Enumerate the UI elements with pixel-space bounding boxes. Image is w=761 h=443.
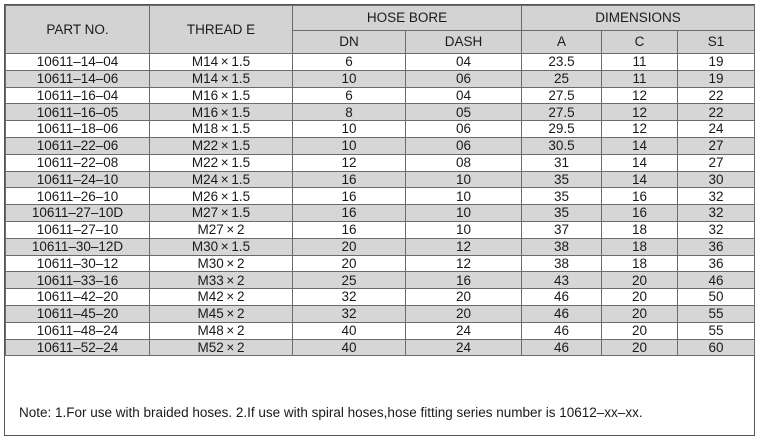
cell-dim-a: 35	[522, 205, 602, 222]
cell-dim-c: 12	[602, 104, 678, 121]
cell-dn: 20	[293, 255, 406, 272]
cell-part-no: 10611–33–16	[6, 272, 150, 289]
table-row	[6, 238, 755, 255]
cell-dn: 16	[293, 221, 406, 238]
cell-dim-s1: 55	[678, 322, 755, 339]
cell-dim-a: 46	[522, 322, 602, 339]
cell-part-no: 10611–30–12	[6, 255, 150, 272]
cell-dim-s1: 32	[678, 221, 755, 238]
cell-dash: 04	[406, 87, 522, 104]
cell-part-no: 10611–16–05	[6, 104, 150, 121]
cell-dim-a: 35	[522, 171, 602, 188]
cell-dash: 10	[406, 188, 522, 205]
cell-dash: 10	[406, 205, 522, 222]
cell-dim-a: 46	[522, 305, 602, 322]
cell-dash: 12	[406, 238, 522, 255]
cell-dash: 12	[406, 255, 522, 272]
cell-part-no: 10611–30–12D	[6, 238, 150, 255]
cell-thread: M33 × 2	[150, 272, 293, 289]
table-row	[6, 289, 755, 306]
cell-dim-a: 30.5	[522, 137, 602, 154]
cell-dim-c: 14	[602, 154, 678, 171]
cell-part-no: 10611–24–10	[6, 171, 150, 188]
cell-dim-s1: 36	[678, 238, 755, 255]
table-row	[6, 221, 755, 238]
cell-dim-a: 23.5	[522, 54, 602, 71]
header-s1: S1	[678, 31, 755, 54]
header-dn: DN	[293, 31, 406, 54]
header-thread: THREAD E	[150, 6, 293, 54]
cell-thread: M16 × 1.5	[150, 87, 293, 104]
table-row	[6, 104, 755, 121]
table-body	[6, 54, 755, 356]
cell-dash: 20	[406, 289, 522, 306]
cell-dn: 25	[293, 272, 406, 289]
cell-thread: M48 × 2	[150, 322, 293, 339]
cell-dim-s1: 55	[678, 305, 755, 322]
header-hose-bore: HOSE BORE	[293, 6, 522, 31]
cell-dim-s1: 32	[678, 205, 755, 222]
cell-dn: 8	[293, 104, 406, 121]
cell-dim-c: 20	[602, 305, 678, 322]
cell-thread: M42 × 2	[150, 289, 293, 306]
cell-dash: 06	[406, 121, 522, 138]
cell-dim-c: 18	[602, 255, 678, 272]
cell-dash: 08	[406, 154, 522, 171]
table-row	[6, 154, 755, 171]
table-row	[6, 255, 755, 272]
cell-dim-a: 43	[522, 272, 602, 289]
cell-dn: 32	[293, 289, 406, 306]
cell-dim-s1: 27	[678, 137, 755, 154]
cell-dim-a: 25	[522, 70, 602, 87]
cell-dim-a: 27.5	[522, 104, 602, 121]
table-row	[6, 171, 755, 188]
cell-dim-a: 38	[522, 255, 602, 272]
header-c: C	[602, 31, 678, 54]
header-dimensions: DIMENSIONS	[522, 6, 755, 31]
cell-thread: M45 × 2	[150, 305, 293, 322]
table-row	[6, 188, 755, 205]
cell-dn: 10	[293, 70, 406, 87]
header-dash: DASH	[406, 31, 522, 54]
cell-dim-c: 12	[602, 87, 678, 104]
cell-thread: M30 × 2	[150, 255, 293, 272]
cell-dim-s1: 60	[678, 339, 755, 356]
cell-part-no: 10611–16–04	[6, 87, 150, 104]
header-a: A	[522, 31, 602, 54]
cell-dim-c: 20	[602, 322, 678, 339]
cell-dash: 06	[406, 137, 522, 154]
cell-dim-c: 14	[602, 171, 678, 188]
cell-dim-s1: 50	[678, 289, 755, 306]
cell-dim-c: 20	[602, 339, 678, 356]
cell-dim-c: 14	[602, 137, 678, 154]
table-row	[6, 121, 755, 138]
cell-dim-s1: 22	[678, 104, 755, 121]
table-row	[6, 339, 755, 356]
table-row	[6, 272, 755, 289]
cell-dash: 24	[406, 322, 522, 339]
table-row	[6, 205, 755, 222]
cell-dim-c: 11	[602, 70, 678, 87]
header-part-no: PART NO.	[6, 6, 150, 54]
cell-dash: 10	[406, 171, 522, 188]
cell-dim-a: 38	[522, 238, 602, 255]
cell-dim-c: 11	[602, 54, 678, 71]
spec-sheet	[4, 4, 755, 436]
cell-dn: 10	[293, 137, 406, 154]
fitting-spec-table	[5, 5, 755, 356]
cell-part-no: 10611–45–20	[6, 305, 150, 322]
cell-dash: 20	[406, 305, 522, 322]
cell-dash: 24	[406, 339, 522, 356]
table-row	[6, 87, 755, 104]
cell-dim-s1: 32	[678, 188, 755, 205]
cell-dn: 32	[293, 305, 406, 322]
cell-thread: M26 × 1.5	[150, 188, 293, 205]
cell-dn: 40	[293, 339, 406, 356]
cell-part-no: 10611–48–24	[6, 322, 150, 339]
cell-dash: 10	[406, 221, 522, 238]
cell-thread: M14 × 1.5	[150, 70, 293, 87]
cell-dim-c: 18	[602, 221, 678, 238]
cell-dash: 04	[406, 54, 522, 71]
cell-dn: 16	[293, 188, 406, 205]
cell-dim-a: 46	[522, 289, 602, 306]
cell-thread: M30 × 1.5	[150, 238, 293, 255]
cell-dim-c: 16	[602, 188, 678, 205]
cell-dim-a: 46	[522, 339, 602, 356]
cell-thread: M24 × 1.5	[150, 171, 293, 188]
cell-part-no: 10611–52–24	[6, 339, 150, 356]
cell-dn: 16	[293, 171, 406, 188]
cell-dim-c: 16	[602, 205, 678, 222]
cell-part-no: 10611–27–10	[6, 221, 150, 238]
cell-dim-s1: 30	[678, 171, 755, 188]
cell-dn: 40	[293, 322, 406, 339]
cell-part-no: 10611–42–20	[6, 289, 150, 306]
cell-thread: M14 × 1.5	[150, 54, 293, 71]
cell-dn: 10	[293, 121, 406, 138]
cell-part-no: 10611–27–10D	[6, 205, 150, 222]
table-row	[6, 322, 755, 339]
cell-dim-s1: 22	[678, 87, 755, 104]
cell-thread: M18 × 1.5	[150, 121, 293, 138]
cell-dn: 16	[293, 205, 406, 222]
cell-dn: 6	[293, 54, 406, 71]
cell-dash: 05	[406, 104, 522, 121]
cell-thread: M52 × 2	[150, 339, 293, 356]
cell-thread: M27 × 2	[150, 221, 293, 238]
cell-thread: M22 × 1.5	[150, 154, 293, 171]
table-row	[6, 70, 755, 87]
cell-dim-s1: 19	[678, 70, 755, 87]
cell-dim-s1: 24	[678, 121, 755, 138]
cell-dash: 06	[406, 70, 522, 87]
cell-dim-s1: 19	[678, 54, 755, 71]
footnote: Note: 1.For use with braided hoses. 2.If use with spiral hoses,hose fitting series number is 10612–xx–xx.	[19, 405, 643, 420]
cell-dn: 6	[293, 87, 406, 104]
cell-dash: 16	[406, 272, 522, 289]
cell-part-no: 10611–14–04	[6, 54, 150, 71]
cell-part-no: 10611–22–06	[6, 137, 150, 154]
table-row	[6, 305, 755, 322]
cell-dim-s1: 27	[678, 154, 755, 171]
cell-dim-c: 12	[602, 121, 678, 138]
cell-part-no: 10611–22–08	[6, 154, 150, 171]
cell-thread: M16 × 1.5	[150, 104, 293, 121]
table-row	[6, 54, 755, 71]
cell-part-no: 10611–26–10	[6, 188, 150, 205]
cell-part-no: 10611–14–06	[6, 70, 150, 87]
cell-dim-a: 35	[522, 188, 602, 205]
table-row	[6, 137, 755, 154]
cell-dim-c: 18	[602, 238, 678, 255]
cell-dim-a: 37	[522, 221, 602, 238]
cell-thread: M27 × 1.5	[150, 205, 293, 222]
cell-dim-a: 27.5	[522, 87, 602, 104]
cell-dn: 20	[293, 238, 406, 255]
cell-dim-s1: 46	[678, 272, 755, 289]
cell-part-no: 10611–18–06	[6, 121, 150, 138]
cell-dim-c: 20	[602, 272, 678, 289]
cell-dim-s1: 36	[678, 255, 755, 272]
cell-dim-a: 31	[522, 154, 602, 171]
cell-thread: M22 × 1.5	[150, 137, 293, 154]
cell-dim-c: 20	[602, 289, 678, 306]
cell-dn: 12	[293, 154, 406, 171]
cell-dim-a: 29.5	[522, 121, 602, 138]
